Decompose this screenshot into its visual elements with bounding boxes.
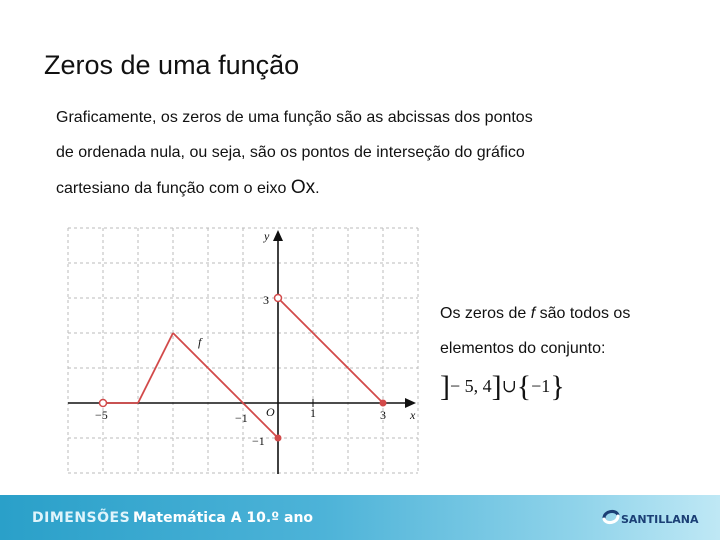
santillana-swirl-icon bbox=[600, 506, 622, 528]
statement-rest: são todos os bbox=[535, 305, 631, 322]
set-element: −1 bbox=[531, 376, 551, 396]
statement-line-1 bbox=[440, 296, 710, 331]
tick-label-x-neg5: −5 bbox=[95, 408, 108, 422]
paragraph-line-2: de ordenada nula, ou seja, são os pontos de interseção do gráfico bbox=[56, 144, 525, 161]
tick-label-x-1: 1 bbox=[310, 406, 316, 420]
set-interval: − 5, 4 bbox=[450, 376, 492, 396]
statement-line-2: elementos do conjunto: bbox=[440, 340, 606, 357]
closed-point-x3 bbox=[380, 400, 387, 407]
paragraph-line-1: Graficamente, os zeros de uma função são as abcissas dos pontos bbox=[56, 109, 533, 126]
footer-bar bbox=[0, 495, 720, 540]
segment-right bbox=[278, 298, 383, 403]
closed-point-y-neg1 bbox=[275, 435, 282, 442]
logo-text: SANTILLANA bbox=[621, 513, 699, 526]
tick-label-y-3: 3 bbox=[263, 293, 269, 307]
zeros-set bbox=[440, 370, 565, 404]
segment-rise bbox=[138, 333, 173, 403]
set-close-bracket: ] bbox=[491, 370, 502, 403]
x-axis-label: x bbox=[410, 408, 416, 422]
tick-label-y-neg1: −1 bbox=[252, 434, 265, 448]
page-title: Zeros de uma função bbox=[44, 50, 300, 80]
axes bbox=[68, 230, 416, 474]
paragraph-line-3-text: cartesiano da função com o eixo bbox=[56, 180, 291, 197]
paragraph-line-3 bbox=[56, 170, 656, 206]
paragraph-period: . bbox=[315, 180, 320, 197]
ox-axis-name: Ox bbox=[290, 177, 316, 198]
statement-start: Os zeros de bbox=[440, 305, 531, 322]
set-open-bracket: ] bbox=[440, 370, 450, 403]
y-axis-arrow bbox=[273, 230, 283, 241]
function-name: f bbox=[530, 305, 536, 322]
origin-label: O bbox=[266, 405, 275, 419]
open-point-y3 bbox=[275, 295, 282, 302]
function-label: f bbox=[198, 335, 202, 349]
footer-brand: DIMENSÕES bbox=[32, 510, 131, 526]
grid bbox=[68, 228, 418, 474]
x-axis-arrow bbox=[405, 398, 416, 408]
set-union: ∪ bbox=[501, 376, 517, 396]
function-graph bbox=[60, 222, 430, 477]
santillana-logo bbox=[600, 503, 699, 533]
open-point-x-neg5 bbox=[100, 400, 107, 407]
set-open-brace: { bbox=[516, 370, 532, 403]
tick-label-x-neg1: −1 bbox=[235, 411, 248, 425]
zeros-statement bbox=[440, 296, 710, 366]
definition-paragraph bbox=[56, 100, 656, 206]
tick-label-x-3: 3 bbox=[380, 408, 386, 422]
set-close-brace: } bbox=[550, 370, 565, 403]
y-axis-label: y bbox=[264, 229, 270, 243]
segment-fall bbox=[173, 333, 278, 438]
footer-course: Matemática A 10.º ano bbox=[133, 510, 314, 526]
